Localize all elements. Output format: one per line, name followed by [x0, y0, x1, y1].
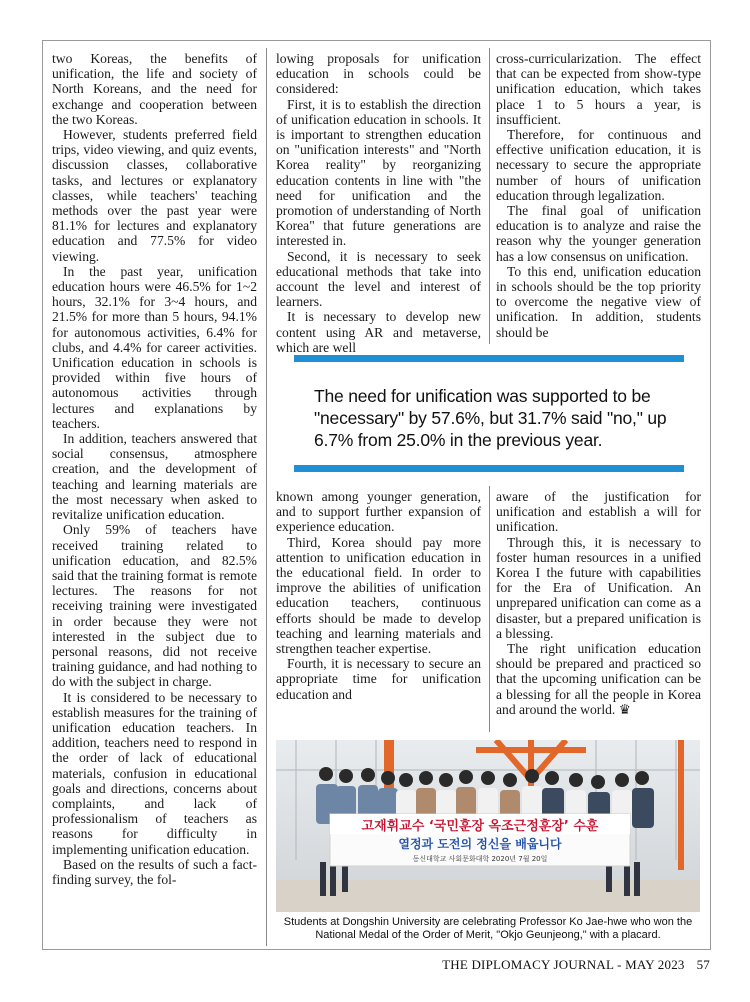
paragraph: Therefore, for continuous and effective unification education, it is necessary to secure the appropriate number of hours of unification education through legalization.: [496, 127, 701, 203]
paragraph: Based on the results of such a fact-finding survey, the fol-: [52, 856, 257, 887]
paragraph: Only 59% of teachers have received training related to unification education, and 82.5% said that the training format is remote lectures. The reasons for not receiving training were investigated in order because they were not interested in the subject due to personal reasons, did not receive training guidance, and had nothing to do with the subject in charge.: [52, 522, 257, 690]
paragraph: cross-curricularization. The effect that can be expected from show-type unification education, which takes place 1 to 5 hours a year, is insufficient.: [496, 51, 701, 127]
paragraph: Second, it is necessary to seek educational methods that take into account the level and interest of learners.: [276, 248, 481, 310]
paragraph: First, it is to establish the direction of unification education in schools. It is important to strengthen education on "unification interests" and "North Korea reality" by reorganizing education contents in line with "the need for unification and the promotion of understanding of North Korea" that future generations are interested in.: [276, 96, 481, 249]
paragraph: known among younger generation, and to support further expansion of experience education.: [276, 489, 481, 535]
column-2-bottom: [276, 489, 481, 702]
paragraph: To this end, unification education in schools should be the top priority to overcome the negative view of unification. In addition, students should be: [496, 263, 701, 340]
pull-quote: [294, 355, 684, 471]
column-divider: [489, 486, 490, 732]
paragraph: In addition, teachers answered that social consensus, atmosphere creation, and the development of teaching and learning materials are the most necessary when asked to revitalize unification education.: [52, 431, 257, 523]
photo-caption: Students at Dongshin University are celebrating Professor Ko Jae-hwe who won the National Medal of the Order of Merit, "Okjo Geunjeong," with a placard.: [283, 916, 693, 941]
paragraph: lowing proposals for unification education in schools could be considered:: [276, 51, 481, 97]
paragraph: Third, Korea should pay more attention to unification education in the educational field. In order to improve the abilities of unification education teachers, continuous efforts should be made to develop teaching and learning materials and strengthen teacher expertise.: [276, 534, 481, 657]
pull-quote-text: The need for unification was supported to be "necessary" by 57.6%, but 31.7% said "no," up 6.7% from 25.0% in the previous year.: [314, 386, 667, 450]
paragraph: The final goal of unification education is to analyze and raise the reason why the younger generation has a low consensus on unification.: [496, 203, 701, 264]
column-divider: [489, 48, 490, 344]
pull-quote-top-bar: [294, 355, 684, 362]
paragraph: two Koreas, the benefits of unification, the life and society of North Koreans, and the need for exchange and cooperation between the two Koreas.: [52, 51, 257, 127]
paragraph: It is considered to be necessary to establish measures for the training of unification education teachers. In addition, teachers need to respond in the order of lack of educational materials, confusion in educational goals and directions, concerns about complaints, and lack of professionalism of teachers as reasons for difficulty in implementing unification education.: [52, 689, 257, 857]
column-3-bottom: [496, 489, 701, 717]
paragraph: Fourth, it is necessary to secure an appropriate time for unification education and: [276, 656, 481, 702]
paragraph: aware of the justification for unification and establish a will for unification.: [496, 489, 701, 535]
paragraph: In the past year, unification education hours were 46.5% for 1~2 hours, 32.1% for 3~4 hours, and 21.5% for more than 5 hours, 94.1% for autonomous activities, 6.4% for clubs, and 4.4% for career activities. Unification education in schools is provided within five hours of autonomous activities through lectures and explanations by teachers.: [52, 263, 257, 431]
banner-line-1: 고재휘교수 ‘국민훈장 옥조근정훈장’ 수훈: [361, 819, 599, 834]
journal-name: THE DIPLOMACY JOURNAL - MAY 2023: [442, 957, 685, 972]
banner-footer: 동신대학교 사회문화대학 2020년 7월 20일: [412, 855, 548, 863]
page-footer: [442, 957, 710, 973]
page-number: 57: [696, 957, 710, 972]
paragraph: It is necessary to develop new content using AR and metaverse, which are well: [276, 309, 481, 355]
column-2-top: [276, 51, 481, 355]
paragraph: The right unification education should be prepared and practiced so that the upcoming unification can be a blessing for all the people in Korea and around the world. ♛: [496, 641, 701, 717]
paragraph: However, students preferred field trips, video viewing, and quiz events, discussion classes, collaborative tasks, and lectures or explanatory classes, while teachers' teaching methods over the past year were 81.1% for lectures and explanatory education and 77.5% for video viewing.: [52, 127, 257, 264]
column-3-top: [496, 51, 701, 340]
column-1: [52, 51, 257, 887]
column-divider: [266, 48, 267, 946]
group-photo: [276, 740, 700, 912]
banner-line-2: 열정과 도전의 정신을 배웁니다: [398, 837, 562, 851]
paragraph: Through this, it is necessary to foster human resources in a unified Korea I the future with capabilities for the Era of Unification. An unprepared unification can come as a disaster, but a prepared unification is a blessing.: [496, 534, 701, 641]
pull-quote-bottom-bar: [294, 465, 684, 472]
